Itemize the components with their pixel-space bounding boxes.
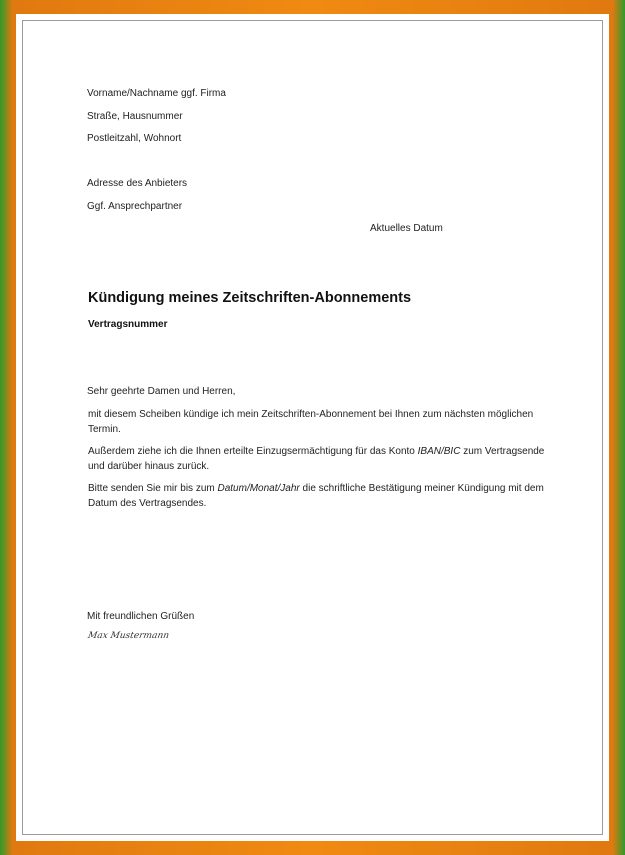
recipient-address: Adresse des Anbieters [87, 178, 188, 189]
letter-subject: Kündigung meines Zeitschriften-Abonnements [88, 290, 412, 306]
paragraph-direct-debit [88, 444, 558, 474]
salutation: Sehr geehrte Damen und Herren, [87, 386, 236, 397]
letter-page [16, 14, 609, 841]
paragraph-direct-debit-text-1: Außerdem ziehe ich die Ihnen erteilte Einzugsermächtigung für das Konto [88, 446, 418, 457]
paragraph-cancellation: mit diesem Scheiben kündige ich mein Zeitschriften-Abonnement bei Ihnen zum nächsten möglichen Termin. [88, 409, 534, 435]
sender-city: Postleitzahl, Wohnort [87, 133, 182, 144]
sender-name: Vorname/Nachname ggf. Firma [87, 88, 226, 99]
date-placeholder: Datum/Monat/Jahr [217, 483, 300, 494]
letter-date: Aktuelles Datum [370, 223, 443, 234]
paragraph-confirmation-text-2: die schriftliche Bestätigung meiner Kündigung mit dem Datum des Vertragsendes. [88, 483, 544, 509]
recipient-contact: Ggf. Ansprechpartner [87, 201, 183, 212]
sender-street: Straße, Hausnummer [87, 111, 183, 122]
paragraph-confirmation-text-1: Bitte senden Sie mir bis zum [88, 483, 218, 494]
paragraph-direct-debit-text-2: zum Vertragsende und darüber hinaus zurück. [88, 446, 545, 472]
paragraph-confirmation [88, 481, 558, 511]
iban-placeholder: IBAN/BIC [417, 446, 461, 457]
closing: Mit freundlichen Grüßen [87, 611, 195, 622]
contract-number: Vertragsnummer [88, 319, 168, 330]
signature: Max Mustermann [87, 631, 170, 641]
